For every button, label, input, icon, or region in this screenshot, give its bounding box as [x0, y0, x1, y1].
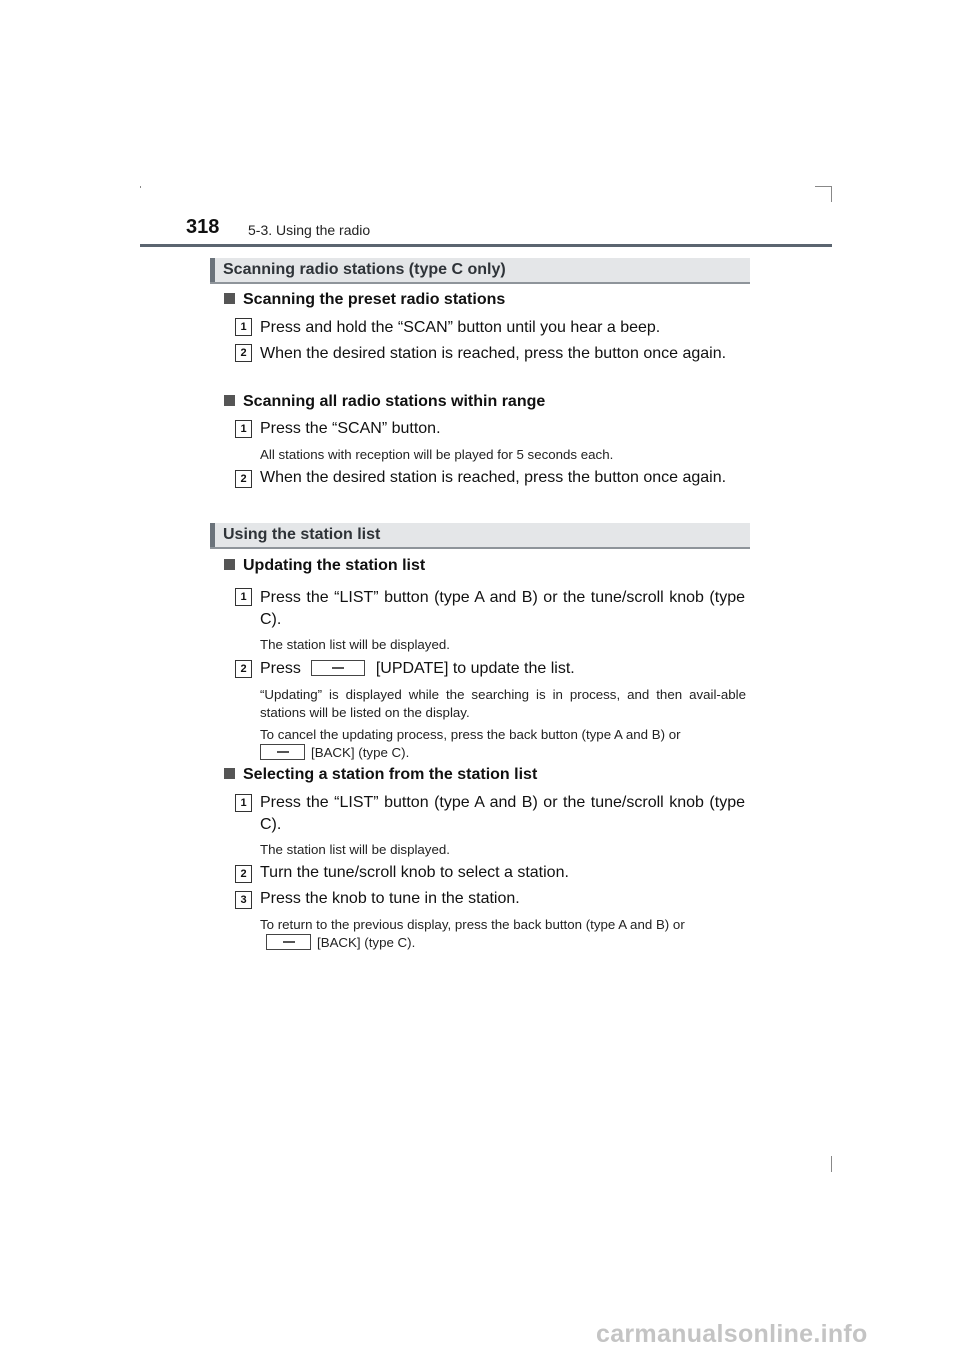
step-number: 1 [235, 588, 252, 606]
step-note [260, 916, 746, 952]
step-text: When the desired station is reached, press the button once again. [260, 469, 727, 486]
step-note: “Updating” is displayed while the searching is in process, and then avail-able stations will be listed on the display. [260, 687, 746, 720]
subheading-text: Scanning all radio stations within range [243, 393, 546, 410]
section-heading-bar [210, 523, 215, 547]
step-note [260, 726, 746, 762]
step-text-post: [UPDATE] to update the list. [375, 660, 575, 677]
screen-button-icon [311, 660, 365, 676]
step-number: 2 [235, 344, 252, 362]
step-note-pre: To return to the previous display, press the back button (type A and B) or [260, 917, 685, 932]
step-text: Press and hold the “SCAN” button until you hear a beep. [260, 319, 661, 336]
subheading-preset [224, 291, 505, 309]
step-number: 1 [235, 318, 252, 336]
step-note: All stations with reception will be played for 5 seconds each. [260, 447, 614, 462]
step-text [260, 658, 745, 680]
step-note: The station list will be displayed. [260, 842, 450, 857]
crop-mark-bottom-right [831, 1156, 832, 1172]
step-number: 2 [235, 470, 252, 488]
section-heading-text: Using the station list [223, 526, 381, 543]
square-bullet-icon [224, 395, 235, 406]
step-note: The station list will be displayed. [260, 637, 450, 652]
header-rule [140, 244, 832, 247]
step-note-post: [BACK] (type C). [317, 935, 416, 950]
step-note-pre: To cancel the updating process, press the back button (type A and B) or [260, 727, 681, 742]
square-bullet-icon [224, 559, 235, 570]
subheading-selecting [224, 766, 537, 784]
step-text: Turn the tune/scroll knob to select a station. [260, 864, 569, 881]
square-bullet-icon [224, 768, 235, 779]
crop-mark-top-right-v [831, 186, 832, 202]
step-number: 3 [235, 891, 252, 909]
step-text: When the desired station is reached, press the button once again. [260, 345, 727, 362]
step-number: 2 [235, 865, 252, 883]
crop-mark-top-left [140, 186, 141, 188]
crop-mark-top-right-h [815, 186, 832, 187]
subheading-text: Updating the station list [243, 557, 426, 574]
section-reference: 5-3. Using the radio [248, 222, 371, 238]
subheading-text: Selecting a station from the station list [243, 766, 538, 783]
section-heading-station-list [210, 523, 750, 549]
watermark: carmanualsonline.info [596, 1320, 868, 1348]
section-heading-scanning [210, 258, 750, 284]
step-number: 2 [235, 660, 252, 678]
step-text: Press the “LIST” button (type A and B) or the tune/scroll knob (type C). [260, 589, 745, 628]
step-note-post: [BACK] (type C). [311, 745, 410, 760]
step-text-pre: Press [260, 660, 301, 677]
step-text: Press the “SCAN” button. [260, 420, 441, 437]
step-text: Press the “LIST” button (type A and B) or the tune/scroll knob (type C). [260, 794, 745, 833]
subheading-all-stations [224, 393, 545, 411]
section-heading-bar [210, 258, 215, 282]
subheading-text: Scanning the preset radio stations [243, 291, 506, 308]
step-number: 1 [235, 420, 252, 438]
subheading-updating [224, 557, 425, 575]
square-bullet-icon [224, 293, 235, 304]
page-number: 318 [186, 216, 220, 238]
step-text: Press the knob to tune in the station. [260, 890, 520, 907]
section-heading-text: Scanning radio stations (type C only) [223, 261, 506, 278]
screen-button-icon [266, 934, 311, 950]
step-number: 1 [235, 794, 252, 812]
screen-button-icon [260, 744, 305, 760]
